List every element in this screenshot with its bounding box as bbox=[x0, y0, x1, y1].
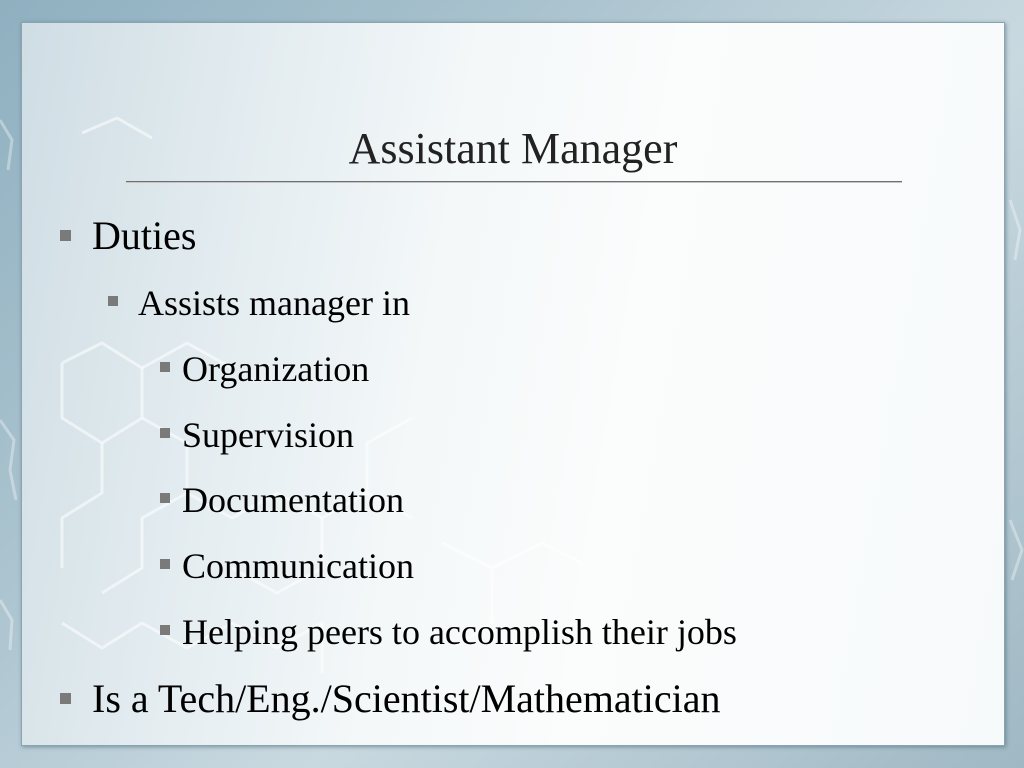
bullet-supervision bbox=[182, 413, 354, 457]
slide-title: Assistant Manager bbox=[348, 124, 678, 173]
bullet-communication bbox=[182, 544, 414, 588]
bullet-text: Documentation bbox=[182, 480, 404, 520]
bullet-documentation bbox=[182, 478, 404, 522]
title-divider bbox=[126, 181, 902, 182]
bullet-tech-eng bbox=[92, 675, 721, 723]
square-bullet-icon bbox=[60, 230, 71, 241]
square-bullet-icon bbox=[60, 693, 71, 704]
square-bullet-icon bbox=[108, 296, 118, 306]
bullet-text: Supervision bbox=[182, 415, 355, 455]
bullet-text: Communication bbox=[182, 546, 414, 586]
bullet-text: Is a Tech/Eng./Scientist/Mathematician bbox=[92, 676, 721, 721]
bullet-assists-manager bbox=[138, 281, 410, 325]
square-bullet-icon bbox=[160, 428, 170, 438]
slide-panel bbox=[21, 22, 1005, 746]
square-bullet-icon bbox=[160, 493, 170, 503]
bullet-text: Helping peers to accomplish their jobs bbox=[182, 612, 737, 652]
bullet-organization bbox=[182, 347, 369, 391]
bullet-helping-peers bbox=[182, 610, 737, 654]
bullet-text: Assists manager in bbox=[138, 283, 410, 323]
square-bullet-icon bbox=[160, 625, 170, 635]
square-bullet-icon bbox=[160, 362, 170, 372]
bullet-text: Organization bbox=[182, 349, 370, 389]
bullet-text: Duties bbox=[92, 213, 197, 258]
square-bullet-icon bbox=[160, 559, 170, 569]
bullet-duties bbox=[92, 212, 196, 260]
